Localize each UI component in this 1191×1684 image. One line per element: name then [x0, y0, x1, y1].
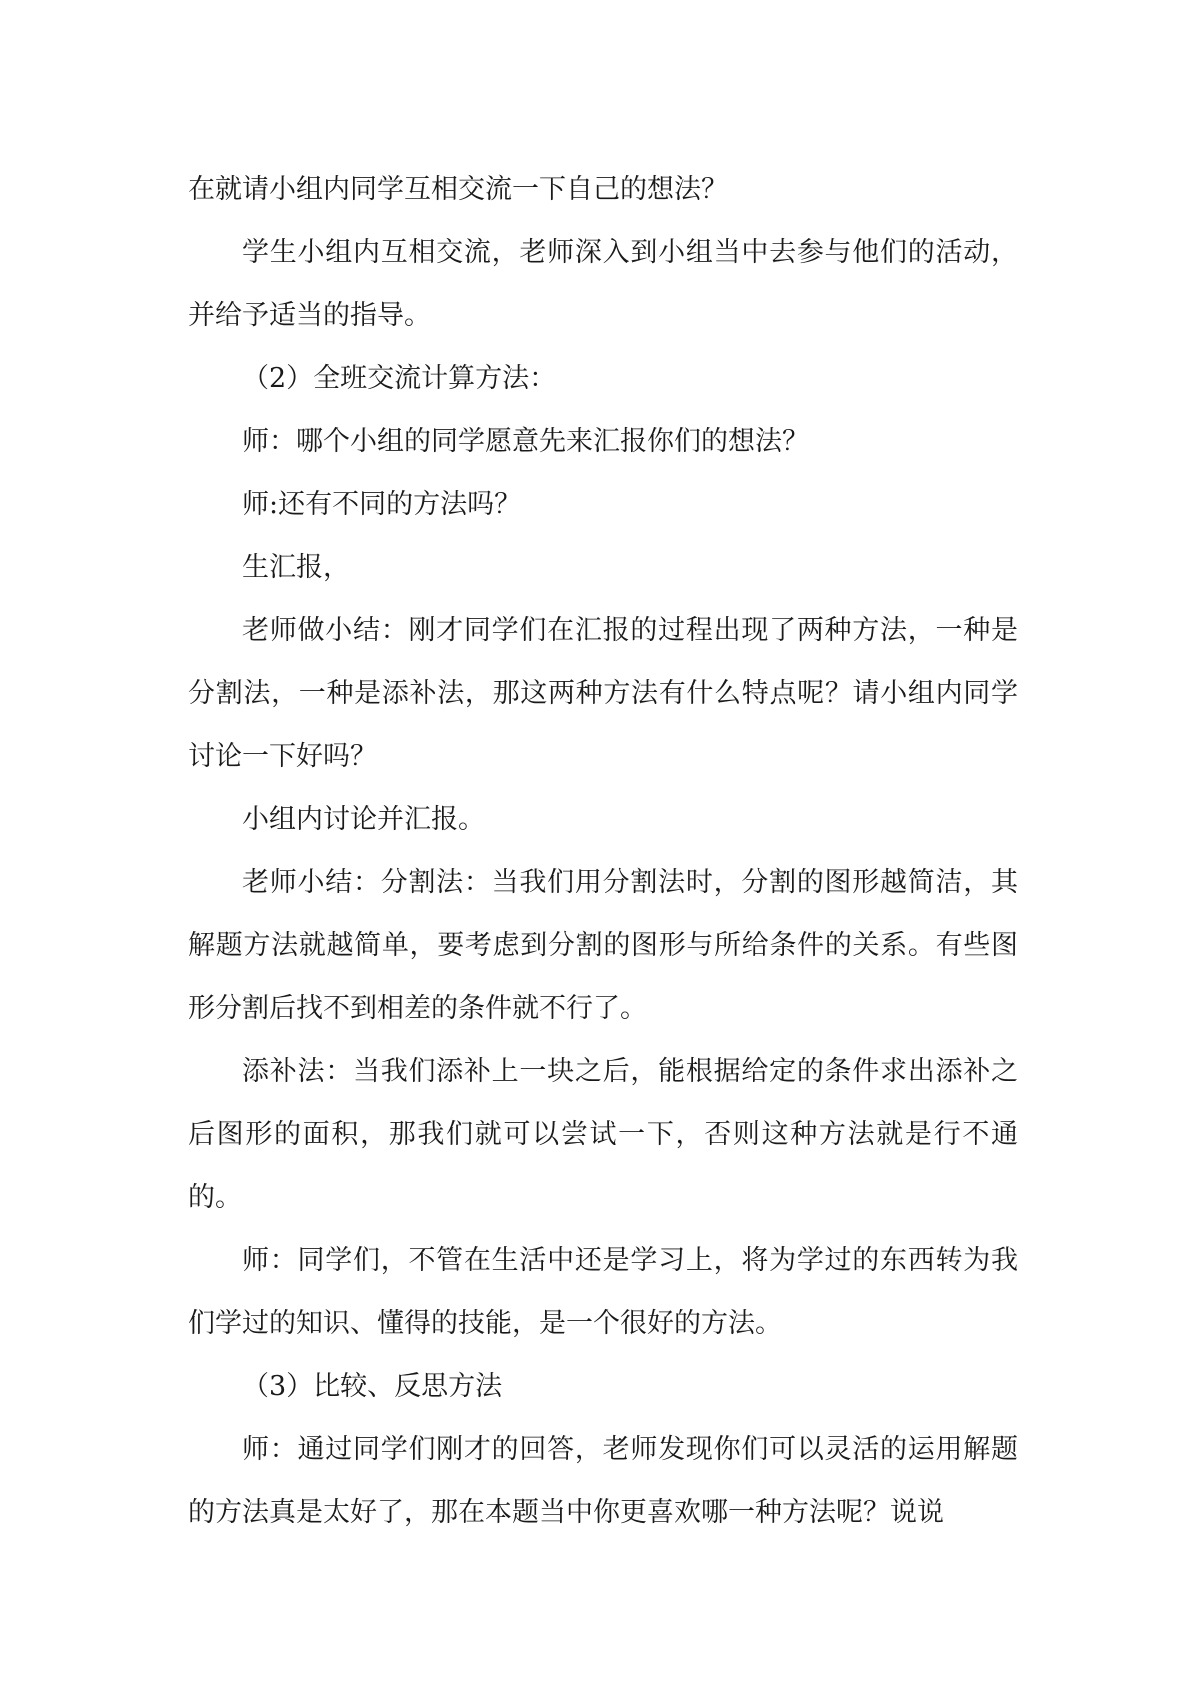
paragraph-3: 师：哪个小组的同学愿意先来汇报你们的想法？ — [242, 426, 809, 457]
paragraph-2: 学生小组内互相交流，老师深入到小组当中去参与他们的活动，并给予适当的指导。 — [188, 237, 1018, 331]
paragraph-4: 师:还有不同的方法吗？ — [242, 489, 522, 520]
paragraph-8: 老师小结：分割法：当我们用分割法时，分割的图形越简洁，其解题方法就越简单，要考虑到分割的图形与所给条件的关系。有些图形分割后找不到相差的条件就不行了。 — [188, 867, 1018, 1024]
paragraph-10: 师：同学们，不管在生活中还是学习上，将为学过的东西转为我们学过的知识、懂得的技能，是一个很好的方法。 — [188, 1245, 1018, 1339]
paragraph-9: 添补法：当我们添补上一块之后，能根据给定的条件求出添补之后图形的面积，那我们就可以尝试一下，否则这种方法就是行不通的。 — [188, 1056, 1018, 1213]
section-heading-3: （3）比较、反思方法 — [242, 1371, 503, 1402]
section-heading-2: （2）全班交流计算方法： — [242, 363, 557, 394]
paragraph-1: 在就请小组内同学互相交流一下自己的想法？ — [188, 174, 728, 205]
paragraph-7: 小组内讨论并汇报。 — [242, 804, 485, 835]
body-text — [188, 158, 1018, 1544]
paragraph-6: 老师做小结：刚才同学们在汇报的过程出现了两种方法，一种是分割法，一种是添补法，那这两种方法有什么特点呢？请小组内同学讨论一下好吗？ — [188, 615, 1018, 772]
paragraph-11: 师：通过同学们刚才的回答，老师发现你们可以灵活的运用解题的方法真是太好了，那在本题当中你更喜欢哪一种方法呢？说说 — [188, 1434, 1018, 1528]
paragraph-5: 生汇报， — [242, 552, 350, 583]
